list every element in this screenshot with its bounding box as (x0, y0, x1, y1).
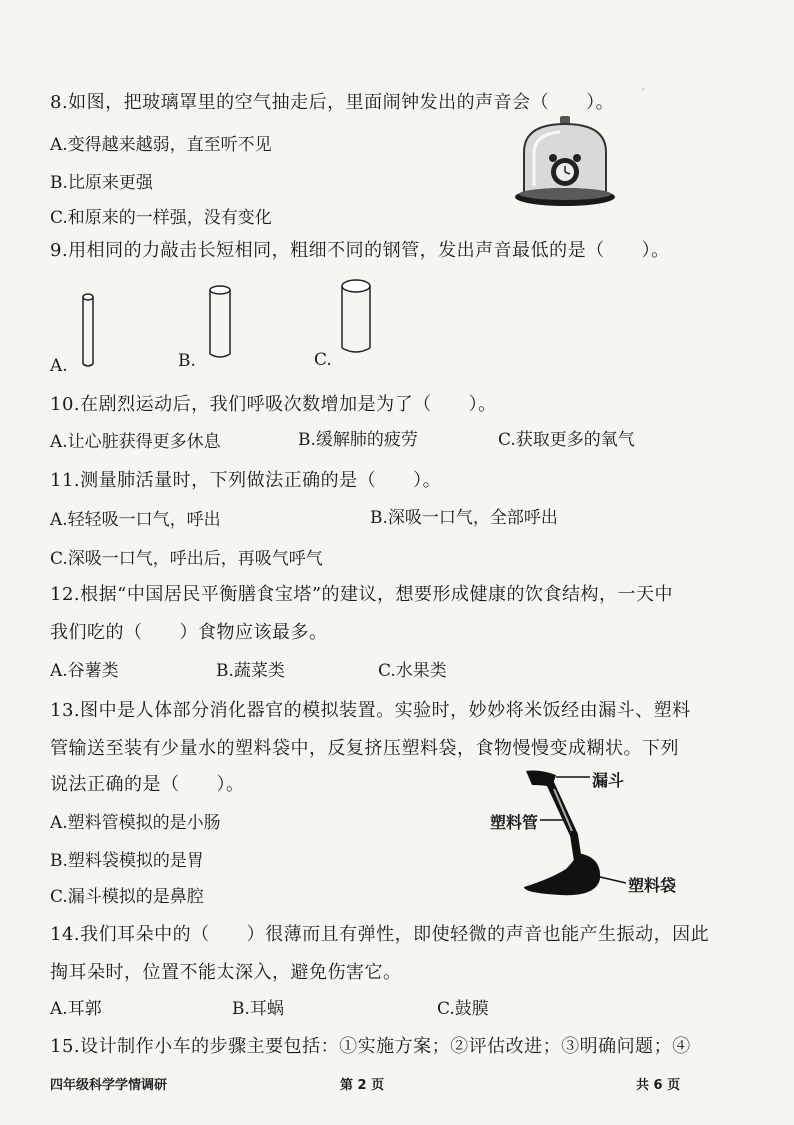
q12-option-b: B.蔬菜类 (216, 661, 285, 681)
q9-option-b: B. (178, 351, 196, 371)
q8-option-b: B.比原来更强 (50, 173, 153, 193)
q12-stem-line1: 12.根据“中国居民平衡膳食宝塔”的建议，想要形成健康的饮食结构，一天中 (50, 584, 674, 605)
q8-option-a: A.变得越来越弱，直至听不见 (50, 135, 272, 155)
thin-steel-pipe-illustration (78, 292, 98, 372)
q13-option-c: C.漏斗模拟的是鼻腔 (50, 887, 204, 907)
q9-option-c: C. (314, 350, 332, 370)
q14-option-c: C.鼓膜 (437, 999, 489, 1019)
medium-steel-pipe-illustration (205, 284, 235, 364)
scan-smudge: · (640, 78, 647, 103)
q13-stem-line1: 13.图中是人体部分消化器官的模拟装置。实验时，妙妙将米饭经由漏斗、塑料 (50, 700, 691, 721)
q13-stem-line3: 说法正确的是（ ）。 (50, 774, 245, 795)
q13-stem-line2: 管输送至装有少量水的塑料袋中，反复挤压塑料袋，食物慢慢变成糊状。下列 (50, 738, 679, 759)
q8-option-c: C.和原来的一样强，没有变化 (50, 208, 272, 228)
q14-stem-line2: 掏耳朵时，位置不能太深入，避免伤害它。 (50, 962, 402, 983)
q10-option-b: B.缓解肺的疲劳 (298, 430, 418, 450)
q11-option-b: B.深吸一口气，全部呼出 (370, 508, 558, 528)
footer-exam-title: 四年级科学学情调研 (50, 1078, 168, 1093)
q9-stem: 9.用相同的力敲击长短相同，粗细不同的钢管，发出声音最低的是（ ）。 (50, 240, 670, 261)
bell-jar-clock-illustration (510, 112, 620, 212)
q10-option-c: C.获取更多的氧气 (498, 430, 635, 450)
label-funnel: 漏斗 (592, 771, 625, 790)
q10-stem: 10.在剧烈运动后，我们呼吸次数增加是为了（ ）。 (50, 394, 497, 415)
q11-option-c: C.深吸一口气，呼出后，再吸气呼气 (50, 549, 323, 569)
q14-option-b: B.耳蜗 (232, 999, 284, 1019)
q14-option-a: A.耳郭 (50, 999, 102, 1019)
q11-option-a: A.轻轻吸一口气，呼出 (50, 510, 221, 530)
q14-stem-line1: 14.我们耳朵中的（ ）很薄而且有弹性，即使轻微的声音也能产生振动，因此 (50, 924, 710, 945)
thick-steel-pipe-illustration (336, 278, 376, 358)
q10-option-a: A.让心脏获得更多休息 (50, 432, 221, 452)
label-plastic-tube: 塑料管 (490, 813, 539, 832)
q12-option-a: A.谷薯类 (50, 661, 119, 681)
q11-stem: 11.测量肺活量时，下列做法正确的是（ ）。 (50, 470, 442, 491)
q15-stem: 15.设计制作小车的步骤主要包括：①实施方案；②评估改进；③明确问题；④ (50, 1036, 691, 1057)
q13-option-b: B.塑料袋模拟的是胃 (50, 851, 204, 871)
q8-stem: 8.如图，把玻璃罩里的空气抽走后，里面闹钟发出的声音会（ ）。 (50, 92, 615, 113)
q9-option-a: A. (50, 356, 68, 376)
q13-option-a: A.塑料管模拟的是小肠 (50, 813, 221, 833)
footer-page-number: 第 2 页 (340, 1078, 385, 1093)
q12-stem-line2: 我们吃的（ ）食物应该最多。 (50, 622, 328, 643)
label-plastic-bag: 塑料袋 (628, 876, 677, 895)
footer-total-pages: 共 6 页 (636, 1078, 681, 1093)
q12-option-c: C.水果类 (378, 661, 447, 681)
